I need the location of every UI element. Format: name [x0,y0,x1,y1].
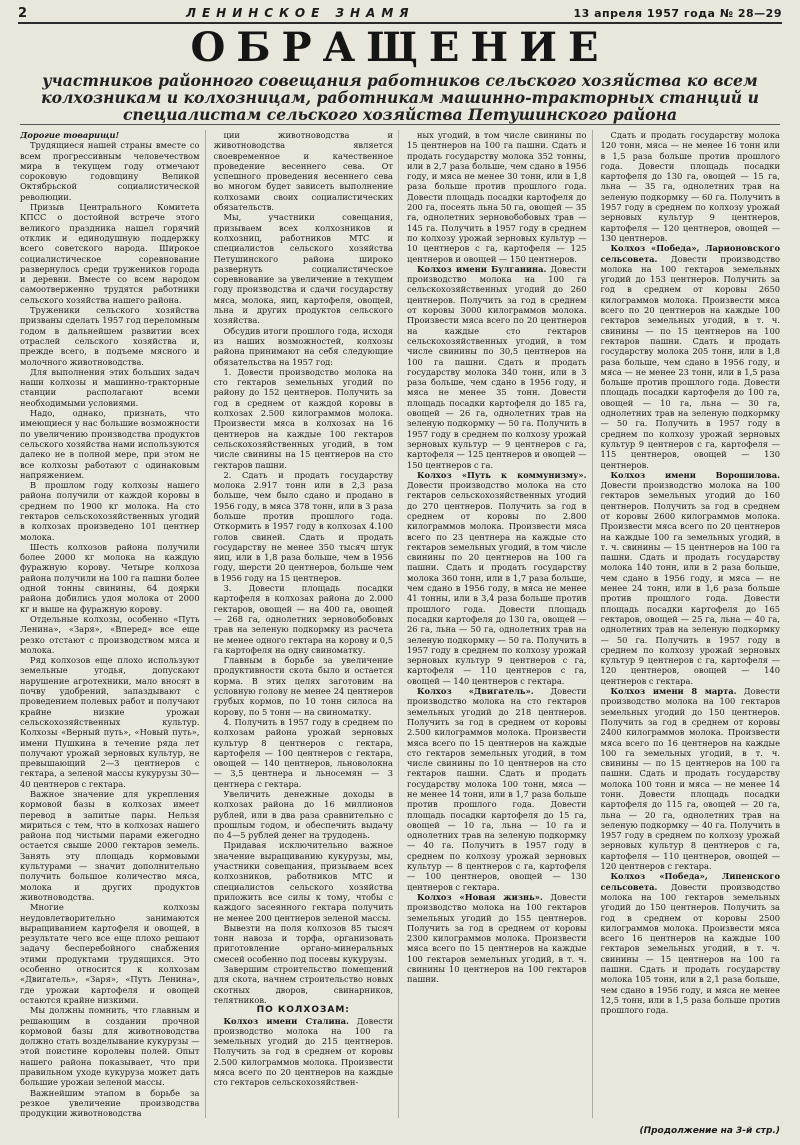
paragraph: Придавая исключительно важное значение выращиванию кукурузы, мы, участники совещания, призываем всех колхозников, работников МТС и специалистов сельского хозяйства приложить все силы к тому, чтобы с каждого засеянного гектара получить не менее 200 центнеров зеленой массы. [213,840,393,923]
paragraph: Труженики сельского хозяйства призваны сделать 1957 год переломным годом в дальнейшем развитии всех отраслей сельского хозяйства и, прежде всего, в подъеме мясного и молочного животноводства. [20,305,200,367]
column-2 [214,130,400,1118]
column-1 [20,130,206,1118]
farm-name: Колхоз «Путь к коммунизму». [417,469,587,480]
paragraph: Надо, однако, признать, что имеющиеся у нас большие возможности по увеличению производства продуктов сельского хозяйства нами используются далеко не в полной мере, при этом не все колхозы работают с одинаковым напряжением. [20,408,200,480]
divider [20,124,780,125]
farm-text: Довести производство молока на 100 га сельскохозяйственных угодий до 260 центнеров. Получить за год в среднем от коровы 3000 килограммов молока. Произвести мяса всего по 20 центнеров на каждые сто гектаров сельскохозяйственных угодий, в том числе свинины по 30,5 центнеров на 100 га пашни. Сдать и продать государству молока 340 тонн, или в 3 раза больше, чем сдано в 1956 году, и мяса не менее 35 тонн. Довести площадь посадки картофеля до 185 га, овощей — 26 га, однолетних трав на зеленую подкормку — 50 га. Получить в 1957 году в среднем по колхозу урожай зерновых культур — 9 центнеров с га, картофеля — 125 центнеров и овощей — 150 центнеров с га. [407,263,587,470]
paragraph: 2. Сдать и продать государству молока 2.917 тонн или в 2,3 раза больше, чем было сдано и продано в 1956 году, в мяса 378 тонн, или в 3 раза больше против прошлого года. Откормить в 1957 году в колхозах 4.100 голов свиней. Сдать и продать государству не менее 350 тысяч штук яиц, или в 1,8 раза больше, чем в 1956 году, шерсти 20 центнеров, больше чем в 1956 году на 15 центнеров. [213,469,393,583]
farm-text: Довести производство молока на сто гектаров земельных угодий до 218 центнеров. Получить за год в среднем от коровы 2.500 килограммов молока. Произвести мяса всего по 15 центнеров на каждые сто гектаров земельных угодий, в том числе свинины по 10 центнеров на сто гектаров пашни. Сдать и продать государству молока 100 тонн, мяса — не менее 14 тонн, или в 1,7 раза больше против прошлого года. Довести площадь посадки картофеля до 15 га, овощей — 10 га, льна — 10 га и однолетних трав на зеленую подкормку — 40 га. Получить в 1957 году в среднем по колхозу урожай зерновых культур — 8 центнеров с га, картофеля — 100 центнеров, овощей — 130 центнеров с гектара. [407,686,587,892]
paragraph: Многие колхозы неудовлетворительно занимаются выращиванием картофеля и овощей, в результате чего все еще плохо решают задачу бесперебойного снабжения этими продуктами трудящихся. Это особенно относится к колхозам «Двигатель», «Заря», «Путь Ленина», где урожаи картофеля и овощей остаются крайне низкими. [20,902,200,1005]
farm-entry [601,871,781,1015]
farm-text: Довести производство молока на 100 гектаров земельных угодий до 150 центнеров. Получить за год в среднем от коровы 2400 килограммов молока. Произвести мяса всего по 16 центнеров на каждые 100 га земельных угодий, в т. ч. свинины — по 15 центнеров на 100 га пашни. Сдать и продать государству молока 100 тонн и мяса — не менее 14 тонн. Довести площадь посадки картофеля до 115 га, овощей — 20 га, льна — 20 га, однолетних трав на зеленую подкормку — 40 га. Получить в 1957 году в среднем по колхозу урожай зерновых культур 8 центнеров с га, картофеля — 110 центнеров, овощей — 120 центнеров с гектара. [600,686,780,872]
paragraph: Увеличить денежные доходы в колхозах района до 16 миллионов рублей, или в два раза сравнительно с прошлым годом, и обеспечить выдачу по 4—5 рублей денег на трудодень. [213,789,393,841]
farm-name: Колхоз «Новая жизнь». [417,891,543,902]
farm-entry [601,470,781,686]
farm-name: Колхоз «Победа», Ларионовского сельсовета. [600,243,780,264]
farm-entry [601,130,781,243]
farm-entry [407,130,587,264]
farm-text: Довести производство молока на 100 га земельных угодий до 215 центнеров. Получить за год в среднем от коровы 2.500 килограммов молока. Произвести мяса всего по 20 центнеров на каждые сто гектаров сельскохозяйствен- [213,1015,394,1088]
farm-entry [601,686,781,871]
paragraph: Главным в борьбе за увеличение продуктивности скота было и остается корма. В этих целях заготовим на условную голову не менее 24 центнеров грубых кормов, по 10 тонн силоса на корову, по 5 тонн — на свиноматку. [213,655,393,717]
farm-name: Колхоз имени Ворошилова. [610,469,780,480]
paragraph: Шесть колхозов района получили более 2000 кг молока на каждую фуражную корову. Четыре колхоза района получили на 100 га пашни более одной тонны свинины, 64 доярки района добились удоя молока от 2000 кг и выше на фуражную корову. [20,541,200,614]
article-columns [20,130,780,1118]
headline: ОБРАЩЕНИЕ [190,24,610,71]
farm-entry [407,892,587,985]
farm-text: Довести производство молока на 100 гектаров земельных угодий до 155 центнеров. Получить за год в среднем от коровы 2300 килограммов молока. Произвести мяса всего по 15 центнеров на каждые 100 гектаров земельных угодий, в т. ч. свинины 10 центнеров на 100 гектаров пашни. [407,891,587,985]
paragraph: Важное значение для укрепления кормовой базы в колхозах имеет перевод в запитые пары. Нельзя мириться с тем, что в колхозах нашего района под чистыми парами ежегодно остается свыше 2000 гектаров земель. Занять эту площадь кормовыми культурами — значит дополнительно получить большое количество мяса, молока и других продуктов животноводства. [20,789,200,902]
paragraph: Мы, участники совещания, призываем всех колхозников и колхозниц, работников МТС и специалистов сельского хозяйства Петушинского района широко развернуть социалистическое соревнование за увеличение в текущем году производства и сдачи государству мяса, молока, яиц, картофеля, овощей, льна и других продуктов сельского хозяйства. [213,212,393,326]
farm-text: Довести производство молока на 100 гектаров земельных угодий до 160 центнеров. Получить за год в среднем от коровы 2600 килограммов молока. Произвести мяса всего по 20 центнеров на каждые 100 га земельных угодий, в т. ч. свинины — 15 центнеров на 100 га пашни. Сдать и продать государству молока 140 тонн, или в 2 раза больше, чем сдано в 1956 году, и мяса — не менее 24 тонн, или в 1,6 раза больше против прошлого года. Довести площадь посадки картофеля до 165 гектаров, овощей — 25 га, льна — 40 га, однолетних трав на зеленую подкормку — 50 га. Получить в 1957 году в среднем по колхозу урожай зерновых культур 9 центнеров с га, картофеля — 120 центнеров, овощей — 140 центнеров с гектара. [600,480,780,686]
farm-name: Колхоз имени Сталина. [223,1015,349,1026]
paragraph: Мы должны помнить, что главным и решающим в создании прочной кормовой базы для животноводства должно стать возделывание кукурузы — этой поистине королевы полей. Опыт нашего района показывает, что при правильном уходе кукуруза может дать большие урожаи зеленой массы. [20,1005,200,1088]
subheadline: участников районного совещания работников сельского хозяйства ко всем колхозникам и колхозницам, работникам машинно-тракторных станций и специалистам сельского хозяйства Петушинского района [41,71,759,124]
farm-text: Довести производство молока на 100 гектаров земельных угодий до 150 центнеров. Получить за год в среднем от коровы 2500 килограммов молока. Произвести мяса всего 16 центнеров на каждые 100 гектаров земельных угодий, в т. ч. свинины — 15 центнеров на 100 га пашни. Сдать и продать государству молока 105 тонн, или в 2,1 раза больше, чем сдано в 1956 году, и мяса не менее 12,5 тонн, или в 1,5 раза больше против прошлого года. [600,881,780,1016]
paragraph: Призыв Центрального Комитета КПСС о достойной встрече этого великого праздника нашел горячий отклик и единодушную поддержку всего советского народа. Широкое социалистическое соревнование развернулось среди тружеников города и деревни. Вместе со всем народом самоотверженно трудятся работники сельского хозяйства нашего района. [20,202,200,305]
farm-name: Колхоз имени 8 марта. [610,686,737,697]
paragraph: Трудящиеся нашей страны вместе со всем прогрессивным человечеством мира в текущем году отмечают сороковую годовщину Великой Октябрьской социалистической революции. [20,140,200,202]
paragraph: Завершим строительство помещений для скота, начнем строительство новых скотных дворов, свинарников, телятников. [213,964,393,1005]
greeting: Дорогие товарищи! [20,130,120,140]
farm-entry [601,243,781,470]
paragraph: В прошлом году колхозы нашего района получили от каждой коровы в среднем по 1900 кг молока. На сто гектаров сельскохозяйственных угодий в колхозах произведено 101 центнер молока. [20,480,200,542]
farm-name: Колхоз имени Булганина. [417,263,547,274]
paragraph: Для выполнения этих больших задач наши колхозы и машинно-тракторные станции располагают всеми необходимыми условиями. [20,366,200,408]
farm-entry [214,1016,394,1088]
farm-text: ных угодий, в том числе свинины по 15 центнеров на 100 га пашни. Сдать и продать государству молока 352 тонны, или в 2,7 раза больше, чем сдано в 1956 году, и мяса не менее 30 тонн, или в 1,8 раза больше против прошлого года. Довести площадь посадки картофеля до 200 га, посеять льна 50 га, овощей — 35 га, однолетних зерновобобовых трав — 145 га. Получить в 1957 году в среднем по колхозу урожай зерновых культур — 10 центнеров с га, картофеля — 125 центнеров и овощей — 150 центнеров. [407,130,587,264]
paragraph: 4. Получить в 1957 году в среднем по колхозам района урожай зерновых культур 8 центнеров с гектара, картофеля — 100 центнеров с гектара, овощей — 140 центнеров, льноволокна — 3,5 центнера и льносемян — 3 центнера с гектара. [213,716,393,789]
column-4 [601,130,781,1118]
page-number: 2 [18,5,28,21]
issue-date: 13 апреля 1957 года № 28—29 [573,6,782,20]
farm-entry [407,470,587,686]
farm-entry [407,264,587,470]
farm-name: Колхоз «Победа», Липенского сельсовета. [600,871,780,892]
paragraph: Важнейшим этапом в борьбе за резкое увеличение производства продукции животноводства [20,1087,200,1118]
farm-text: Сдать и продать государству молока 120 тонн, мяса — не менее 16 тонн или в 1,5 раза больше против прошлого года. Довести площадь посадки картофеля до 130 га, овощей — 15 га, льна — 35 га, однолетних трав на зеленую подкормку — 60 га. Получить в 1957 году в среднем по колхозу урожай зерновых культур 9 центнеров, картофеля — 120 центнеров, овощей — 130 центнеров. [600,130,780,243]
paragraph: Ряд колхозов еще плохо используют земельные угодья, допускают нарушение агротехники, мало вносят в почву удобрений, запаздывают с проведением полевых работ и получают крайне низкие урожаи сельскохозяйственных культур. Колхозы «Верный путь», «Новый путь», имени Пушкина в течение ряда лет получают урожай зерновых культур, не превышающий 2—3 центнеров с гектара, а зеленой массы кукурузы 30—40 центнеров с гектара. [20,655,200,789]
paragraph: Отдельные колхозы, особенно «Путь Ленина», «Заря», «Вперед» все еще резко отстают с производством мяса и молока. [20,613,200,655]
paper-name: ЛЕНИНСКОЕ ЗНАМЯ [186,6,415,20]
paragraph: Обсудив итоги прошлого года, исходя из наших возможностей, колхозы района принимают на себя следующие обязательства на 1957 год: [213,325,393,367]
continuation-note: (Продолжение на 3-й стр.) [639,1126,780,1136]
masthead [18,4,782,24]
farm-entry [407,686,587,892]
paragraph: Вывезти на поля колхозов 85 тысяч тонн навоза и торфа, организовать приготовление органо-минеральных смесей особенно под посевы кукурузы. [213,922,393,964]
paragraph: 1. Довести производство молока на сто гектаров земельных угодий по району до 152 центнеров. Получить за год в среднем от каждой коровы в колхозах 2.500 килограммов молока. Произвести мяса в колхозах на 16 центнеров на каждые 100 гектаров сельскохозяйственных угодий, в том числе свинины на 15 центнеров на сто гектаров пашни. [213,366,393,470]
farm-text: Довести производство молока на 100 гектаров земельных угодий до 153 центнеров. Получить за год в среднем от коровы 2650 килограммов молока. Произвести мяса всего по 20 центнеров на каждые 100 гектаров земельных угодий, в т. ч. свинины — по 15 центнеров на 100 гектаров пашни. Сдать и продать государству молока 205 тонн, или в 1,8 раза больше, чем сдано в 1956 году, и мяса — не менее 23 тонн, или в 1,5 раза больше против прошлого года. Довести площадь посадки картофеля до 100 га, овощей — 10 га, льна — 30 га, однолетних трав на зеленую подкормку — 50 га. Получить в 1957 году в среднем по колхозу урожай зерновых культур 9 центнеров с га, картофеля — 115 центнеров, овощей — 130 центнеров. [600,253,780,470]
column-3 [407,130,593,1118]
farm-name: Колхоз «Двигатель». [417,686,534,697]
farm-text: Довести производство молока на сто гектаров сельскохозяйственных угодий до 270 центнеров. Получить за год в среднем от коровы по 2.800 килограммов молока. Произвести мяса всего по 23 центнера на каждые сто гектаров земельных угодий, в том числе свинины по 20 центнеров на 100 га пашни. Сдать и продать государству молока 360 тонн, или в 1,7 раза больше, чем сдано в 1956 году, в мяса не менее 41 тонны, или в 3,4 раза больше против прошлого года. Довести площадь посадки картофеля до 130 га, овощей — 26 га, льна — 50 га, однолетних трав на зеленую подкормку — 50 га. Получить в 1957 году в среднем по колхозу урожай зерновых культур 9 центнеров с га, картофеля — 110 центнеров с га, овощей — 140 центнеров с гектара. [407,480,587,686]
paragraph: ции животноводства и животноводства является своевременное и качественное проведение весеннего сева. От успешного проведения весеннего сева во многом будет зависеть выполнение колхозами своих социалистических обязательств. [213,130,393,213]
paragraph: 3. Довести площадь посадки картофеля в колхозах района до 2.000 гектаров, овощей — на 400 га, овощей — 268 га, однолетних зерновобобовых трав на зеленую подкормку из расчета не менее одного гектара на корову и 0,5 га картофеля на одну свиноматку. [213,583,393,655]
section-title: ПО КОЛХОЗАМ: [256,1005,350,1016]
